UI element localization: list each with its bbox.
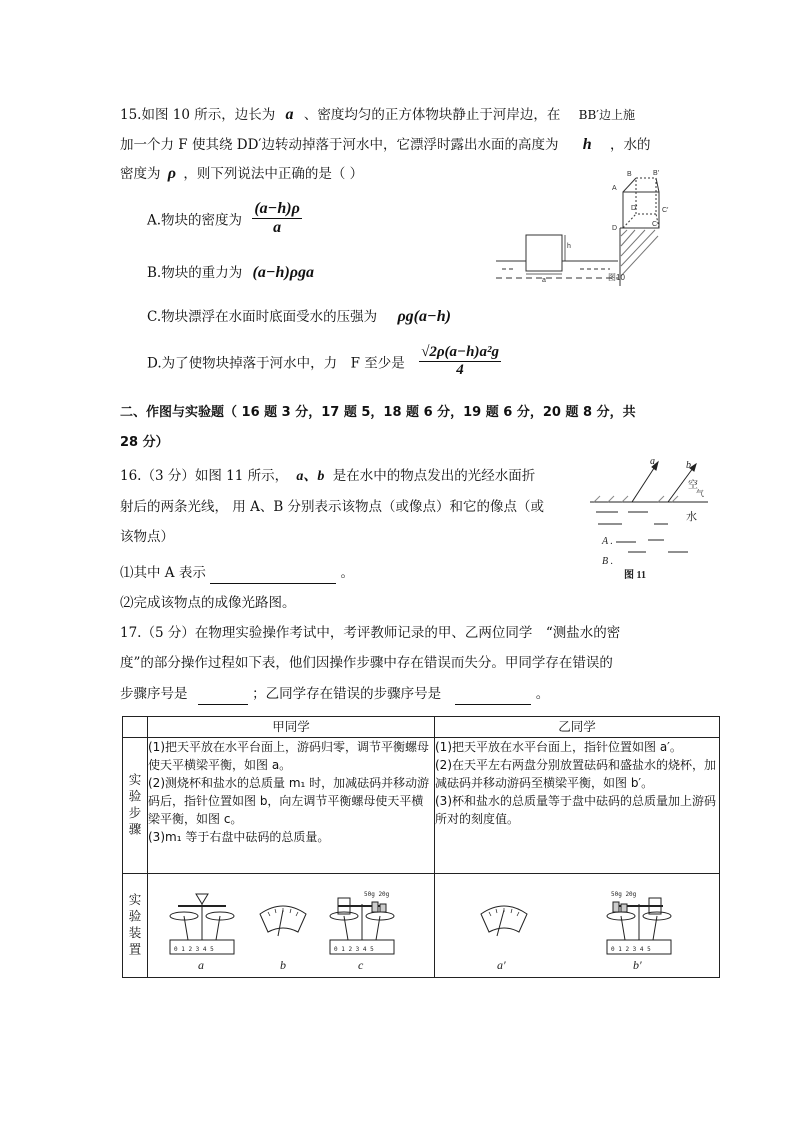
- q15-option-a-num: (a−h)ρ: [254, 200, 300, 217]
- q17-line1: 17.（5 分）在物理实验操作考试中，考评教师记录的甲、乙两位同学 “测盐水的密: [120, 625, 621, 641]
- q16-line1: [120, 465, 535, 488]
- fig10-label-b: B: [627, 171, 632, 178]
- q15-option-d-fraction: [419, 344, 501, 379]
- fig10-label-d: D: [612, 225, 618, 232]
- table-steps-row: [123, 738, 720, 874]
- section2-title-2: 28 分）: [120, 435, 169, 450]
- table-head-yi: 乙同学: [435, 717, 720, 738]
- q15-option-c: [147, 305, 451, 326]
- q16-var-ab: a、b: [296, 469, 325, 484]
- q17-answer-blank-jia[interactable]: [198, 688, 248, 705]
- yi-scale-b: 0 1 2 3 4 5: [611, 946, 651, 953]
- jia-weights-c: 50g 20g: [364, 891, 390, 898]
- table-row-head-steps: [123, 738, 148, 874]
- q16-text-1: 16.（3 分）如图 11 所示，: [120, 468, 289, 484]
- q16-sub1-text: ⑴其中 A 表示: [120, 565, 206, 581]
- fig11-ray-a: a: [650, 456, 655, 467]
- q15-option-d-den: 4: [456, 362, 464, 378]
- q15-text-3b: ，则下列说法中正确的是（ ）: [183, 166, 364, 182]
- jia-scale-c: 0 1 2 3 4 5: [334, 946, 374, 953]
- q17-answer-blank-yi[interactable]: [455, 688, 531, 705]
- fig10-label-c: C: [652, 221, 658, 228]
- table-row-head-apparatus: [123, 874, 148, 978]
- q15-option-d-label: D.为了使物块掉落于河水中，力 F 至少是: [147, 355, 405, 372]
- caption-a: a: [198, 958, 204, 972]
- caption-b: b: [280, 958, 286, 972]
- fig10-label-dim-h: h: [567, 243, 571, 250]
- q16-answer-blank[interactable]: [210, 567, 336, 584]
- jia-step-3: (3)m₁ 等于右盘中砝码的总质量。: [148, 830, 330, 844]
- jia-step-2: (2)测烧杯和盐水的总质量 m₁ 时，加减砝码并移动游码后，指针位置如图 b，向左调节平衡螺母使天平横梁平衡，如图 c。: [148, 776, 430, 826]
- section2-title: 二、作图与实验题（ 16 题 3 分，17 题 5，18 题 6 分，19 题 6 分，20 题 8 分，共: [120, 405, 636, 420]
- fig11-point-a: A .: [602, 536, 613, 547]
- q15-text-1: 15.如图 10 所示，边长为: [120, 107, 276, 123]
- q15-var-h: h: [582, 136, 592, 153]
- caption-b-prime: b′: [633, 958, 642, 972]
- fig11-water-label: 水: [686, 511, 697, 523]
- q16-line2: 射后的两条光线， 用 A、B 分别表示该物点（或像点）和它的像点（或: [120, 499, 545, 515]
- q17-line2: 度”的部分操作过程如下表，他们因操作步骤中存在错误而失分。甲同学存在错误的: [120, 655, 613, 671]
- jia-apparatus-figures: [148, 874, 434, 974]
- table-corner-cell: [123, 717, 148, 738]
- jia-step-1: (1)把天平放在水平台面上，游码归零，调节平衡螺母使天平横梁平衡，如图 a。: [148, 740, 430, 772]
- q15-option-d: [147, 344, 501, 379]
- caption-c: c: [358, 958, 364, 972]
- fig11-ray-b: b: [686, 460, 691, 471]
- table-yi-apparatus: [435, 874, 720, 978]
- q15-var-rho: ρ: [167, 165, 177, 182]
- yi-step-1: (1)把天平放在水平台面上，指针位置如图 a′。: [435, 740, 682, 754]
- q15-var-a: a: [285, 106, 294, 123]
- q15-line1: [120, 104, 635, 126]
- q17-text-3a: 步骤序号是: [120, 686, 188, 702]
- q17-line3: [120, 683, 549, 705]
- q15-text-3a: 密度为: [120, 166, 161, 182]
- q15-text-2b: ，水的: [609, 137, 651, 153]
- q15-text-2a: 加一个力 F 使其绕 DD′边转动掉落于河水中，它漂浮时露出水面的高度为: [120, 137, 559, 153]
- q17-text-3c: 。: [535, 686, 550, 702]
- q16-text-1b: 是在水中的物点发出的光经水面折: [332, 468, 536, 484]
- q15-option-d-num: √2ρ(a−h)a²g: [421, 344, 499, 360]
- jia-scale-a: 0 1 2 3 4 5: [174, 946, 214, 953]
- yi-step-2: (2)在天平左右两盘分别放置砝码和盛盐水的烧杯，加减砝码并移动游码至横梁平衡，如图 b′。: [435, 758, 717, 790]
- table-jia-apparatus: [148, 874, 435, 978]
- q15-option-b-label: B.物块的重力为: [147, 265, 243, 281]
- table-header-row: [123, 717, 720, 738]
- table-head-jia: 甲同学: [148, 717, 435, 738]
- q15-option-c-expr: ρg(a−h): [397, 308, 451, 325]
- fig10-label-d-prime: D′: [631, 205, 638, 212]
- q15-option-a-fraction: [252, 200, 302, 237]
- fig11-air-label-2: 气: [696, 489, 704, 498]
- fig10-caption: 图10: [608, 273, 625, 282]
- q16-sub2: ⑵完成该物点的成像光路图。: [120, 595, 296, 611]
- fig10-label-b-prime: B′: [653, 170, 659, 177]
- q15-text-1b: 、密度均匀的正方体物块静止于河岸边，在: [303, 107, 561, 123]
- q15-option-b-expr: (a−h)ρga: [252, 264, 315, 281]
- q15-option-a-den: a: [273, 219, 282, 236]
- table-jia-steps: [148, 738, 435, 874]
- caption-a-prime: a′: [497, 958, 506, 972]
- fig11-caption: 图 11: [624, 570, 646, 581]
- yi-weights-b: 50g 20g: [611, 891, 637, 898]
- fig10-label-a-corner: A: [612, 185, 617, 192]
- q15-option-a: [147, 200, 302, 237]
- table-yi-steps: [435, 738, 720, 874]
- q16-sub1-end: 。: [340, 565, 354, 581]
- table-apparatus-row: [123, 874, 720, 978]
- figure-11: [588, 452, 710, 582]
- q15-line2: [120, 134, 650, 156]
- experiment-table: [122, 716, 720, 978]
- q15-option-b: [147, 261, 314, 282]
- q15-option-a-label: A.物块的密度为: [147, 212, 243, 229]
- q17-text-3b: ；乙同学存在错误的步骤序号是: [252, 686, 442, 702]
- fig11-point-b: B .: [602, 556, 614, 567]
- q15-text-bb: BB′边上施: [578, 108, 635, 122]
- fig11-air-label: 空: [688, 480, 698, 491]
- q16-line3: 该物点）: [120, 529, 174, 545]
- fig10-label-dim-a: a: [542, 277, 546, 284]
- q16-sub1: [120, 562, 354, 584]
- q15-option-c-label: C.物块漂浮在水面时底面受水的压强为: [147, 309, 378, 325]
- yi-apparatus-figures: [435, 874, 719, 974]
- table-row-head-apparatus-text: 实验装置: [127, 892, 142, 959]
- figure-10: [490, 166, 669, 286]
- table-row-head-steps-text: 实验步骤: [127, 772, 142, 839]
- yi-step-3: (3)杯和盐水的总质量等于盘中砝码的总质量加上游码所对的刻度值。: [435, 794, 717, 826]
- q15-line3: [120, 163, 363, 185]
- fig10-label-c-prime: C′: [662, 207, 669, 214]
